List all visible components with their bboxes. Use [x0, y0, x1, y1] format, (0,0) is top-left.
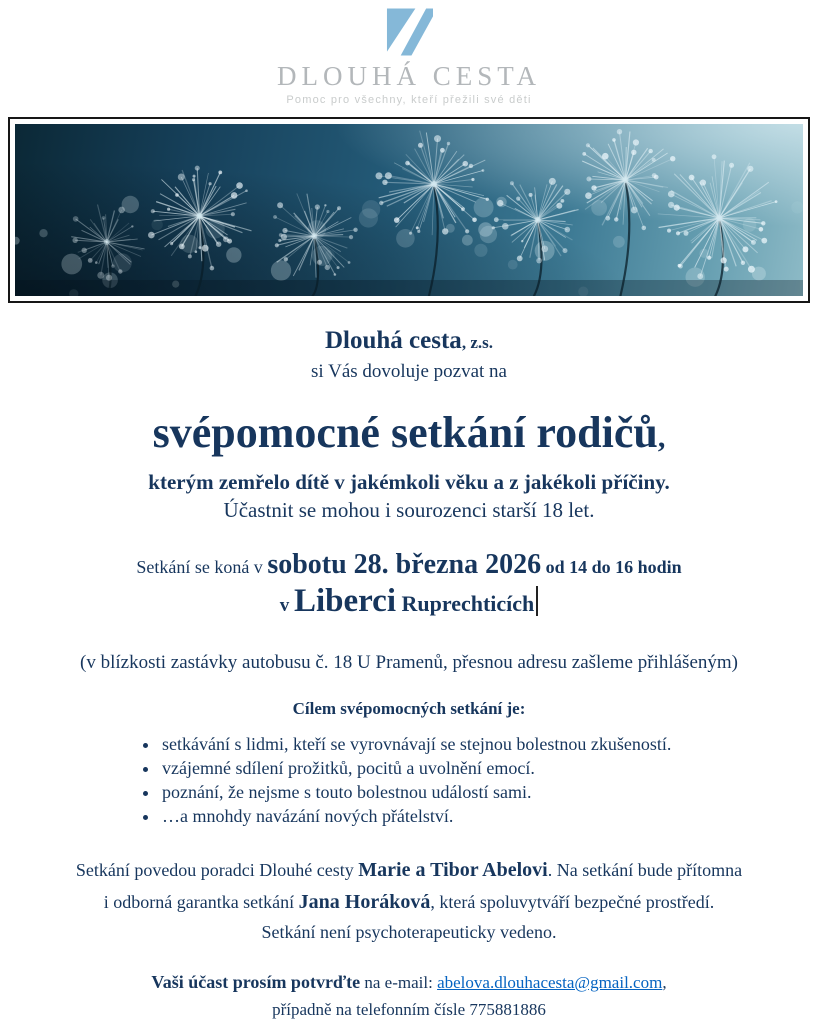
- org-name: Dlouhá cesta: [325, 327, 462, 354]
- dlouha-cesta-logo-icon: [386, 8, 433, 56]
- headline-comma: ,: [658, 421, 666, 454]
- when-line: [0, 549, 818, 581]
- email-link[interactable]: abelova.dlouhacesta@gmail.com: [437, 973, 662, 992]
- goal-item: • …a mnohdy navázání nových přátelství.: [160, 805, 700, 829]
- goal-item: • poznání, že nejsme s touto bolestnou událostí sami.: [160, 781, 700, 805]
- headline-sub-regular: Účastnit se mohou i sourozenci starší 18 let.: [0, 498, 818, 523]
- fac-line2-suffix: , která spoluvytváří bezpečné prostředí.: [430, 892, 714, 912]
- fac-line1-prefix: Setkání povedou poradci Dlouhé cesty: [76, 860, 358, 880]
- event-time: od 14 do 16 hodin: [541, 557, 682, 577]
- event-district: Ruprechticích: [396, 591, 534, 616]
- headline-text: svépomocné setkání rodičů: [153, 408, 658, 457]
- when-prefix: Setkání se koná v: [136, 557, 267, 577]
- org-suffix: , z.s.: [462, 333, 493, 352]
- intro-block: [0, 325, 818, 384]
- dandelion-art: [15, 124, 803, 296]
- event-date: sobotu 28. března 2026: [267, 549, 541, 580]
- logo-title: DLOUHÁ CESTA: [0, 62, 818, 92]
- text-cursor: [536, 586, 538, 616]
- where-line: [0, 583, 818, 620]
- logo: [0, 0, 818, 106]
- goals-heading: Cílem svépomocných setkání je:: [0, 699, 818, 719]
- logo-tagline: Pomoc pro všechny, kteří přežili své děti: [0, 94, 818, 106]
- fac-line3: Setkání není psychoterapeuticky vedeno.: [262, 922, 557, 942]
- contact-middle: na e-mail:: [360, 973, 437, 992]
- fac-line2-prefix: i odborná garantka setkání: [104, 892, 299, 912]
- confirm-label: Vaši účast prosím potvrďte: [151, 972, 360, 992]
- headline: [0, 408, 818, 459]
- after-email: ,: [662, 973, 666, 992]
- org-line: [0, 325, 818, 356]
- facilitators-paragraph: [0, 854, 818, 947]
- fac-names-2: Jana Horáková: [299, 891, 431, 913]
- goal-item: • vzájemné sdílení prožitků, pocitů a uvolnění emocí.: [160, 757, 700, 781]
- fac-names-1: Marie a Tibor Abelovi: [358, 859, 547, 881]
- fac-line1-suffix: . Na setkání bude přítomna: [548, 860, 742, 880]
- contact-block: [0, 969, 818, 1023]
- goals-list: [140, 733, 700, 828]
- headline-sub-bold: kterým zemřelo dítě v jakémkoli věku a z jakékoli příčiny.: [0, 470, 818, 495]
- location-note: (v blízkosti zastávky autobusu č. 18 U Pramenů, přesnou adresu zašleme přihlášeným): [0, 652, 818, 674]
- invite-line: si Vás dovoluje pozvat na: [0, 360, 818, 384]
- city-prefix: v: [280, 595, 294, 616]
- phone-line: případně na telefonním čísle 775881886: [272, 1000, 546, 1019]
- dandelion-photo: [15, 124, 803, 296]
- goal-item: • setkávání s lidmi, kteří se vyrovnávají se stejnou bolestnou zkušeností.: [160, 733, 700, 757]
- banner-frame: [8, 117, 810, 303]
- event-city: Liberci: [294, 583, 396, 619]
